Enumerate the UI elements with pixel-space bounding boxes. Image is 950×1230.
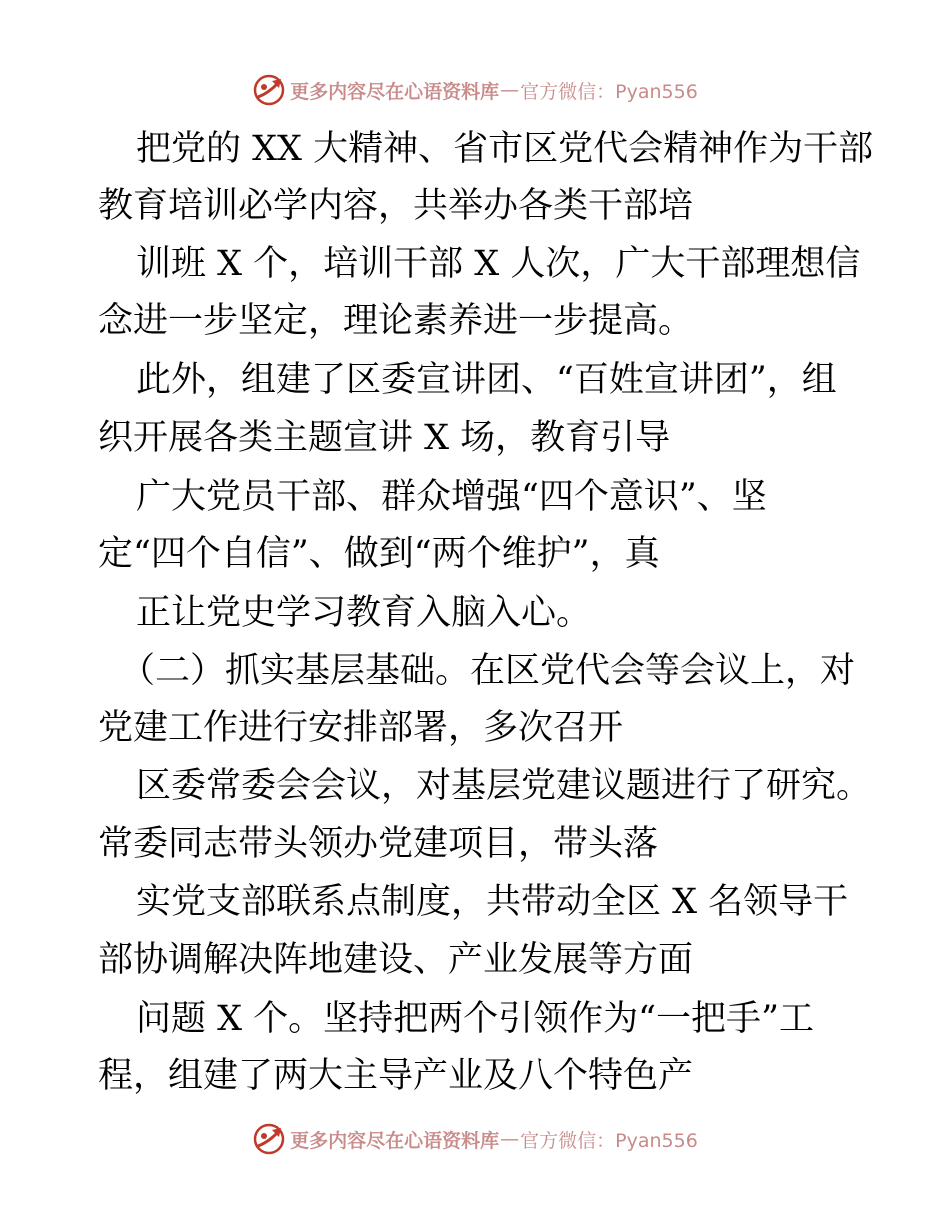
body-line: 程，组建了两大主导产业及八个特色产 [98, 1056, 694, 1096]
body-line: 念进一步坚定，理论素养进一步提高。 [98, 301, 694, 341]
body-line: （二）抓实基层基础。在区党代会等会议上，对 [120, 651, 856, 691]
logo-icon [252, 73, 286, 107]
body-line: 教育培训必学内容，共举办各类干部培 [98, 186, 694, 226]
body-line: 实党支部联系点制度，共带动全区 X 名领导干 [136, 882, 849, 922]
footer-banner-inner [252, 1122, 698, 1156]
body-line: 问题 X 个。坚持把两个引领作为“一把手”工 [136, 999, 814, 1039]
body-line: 织开展各类主题宣讲 X 场，教育引导 [98, 418, 671, 458]
header-banner-inner [252, 73, 698, 107]
body-line: 此外，组建了区委宣讲团、“百姓宣讲团”，组 [136, 360, 837, 400]
logo-icon [252, 1122, 286, 1156]
footer-banner-text: 更多内容尽在心语资料库 [290, 1129, 500, 1152]
body-line: 常委同志带头领办党建项目，带头落 [98, 824, 659, 864]
footer-banner-dash: — [500, 1128, 520, 1150]
header-wechat-text: 官方微信：Pyan556 [520, 80, 698, 103]
header-banner [0, 70, 950, 110]
footer-banner [0, 1119, 950, 1159]
body-line: 部协调解决阵地建设、产业发展等方面 [98, 940, 694, 980]
body-line: 广大党员干部、群众增强“四个意识”、坚 [136, 477, 767, 517]
header-banner-text: 更多内容尽在心语资料库 [290, 80, 500, 103]
body-line: 区委常委会会议，对基层党建议题进行了研究。 [136, 766, 872, 806]
body-line: 定“四个自信”、做到“两个维护”，真 [98, 534, 660, 574]
footer-wechat-text: 官方微信：Pyan556 [520, 1129, 698, 1152]
body-line: 党建工作进行安排部署，多次召开 [98, 708, 624, 748]
body-line: 把党的 XX 大精神、省市区党代会精神作为干部 [136, 129, 874, 169]
body-line: 正让党史学习教育入脑入心。 [136, 593, 592, 633]
body-line: 训班 X 个，培训干部 X 人次，广大干部理想信 [136, 244, 861, 284]
header-banner-dash: — [500, 79, 520, 101]
